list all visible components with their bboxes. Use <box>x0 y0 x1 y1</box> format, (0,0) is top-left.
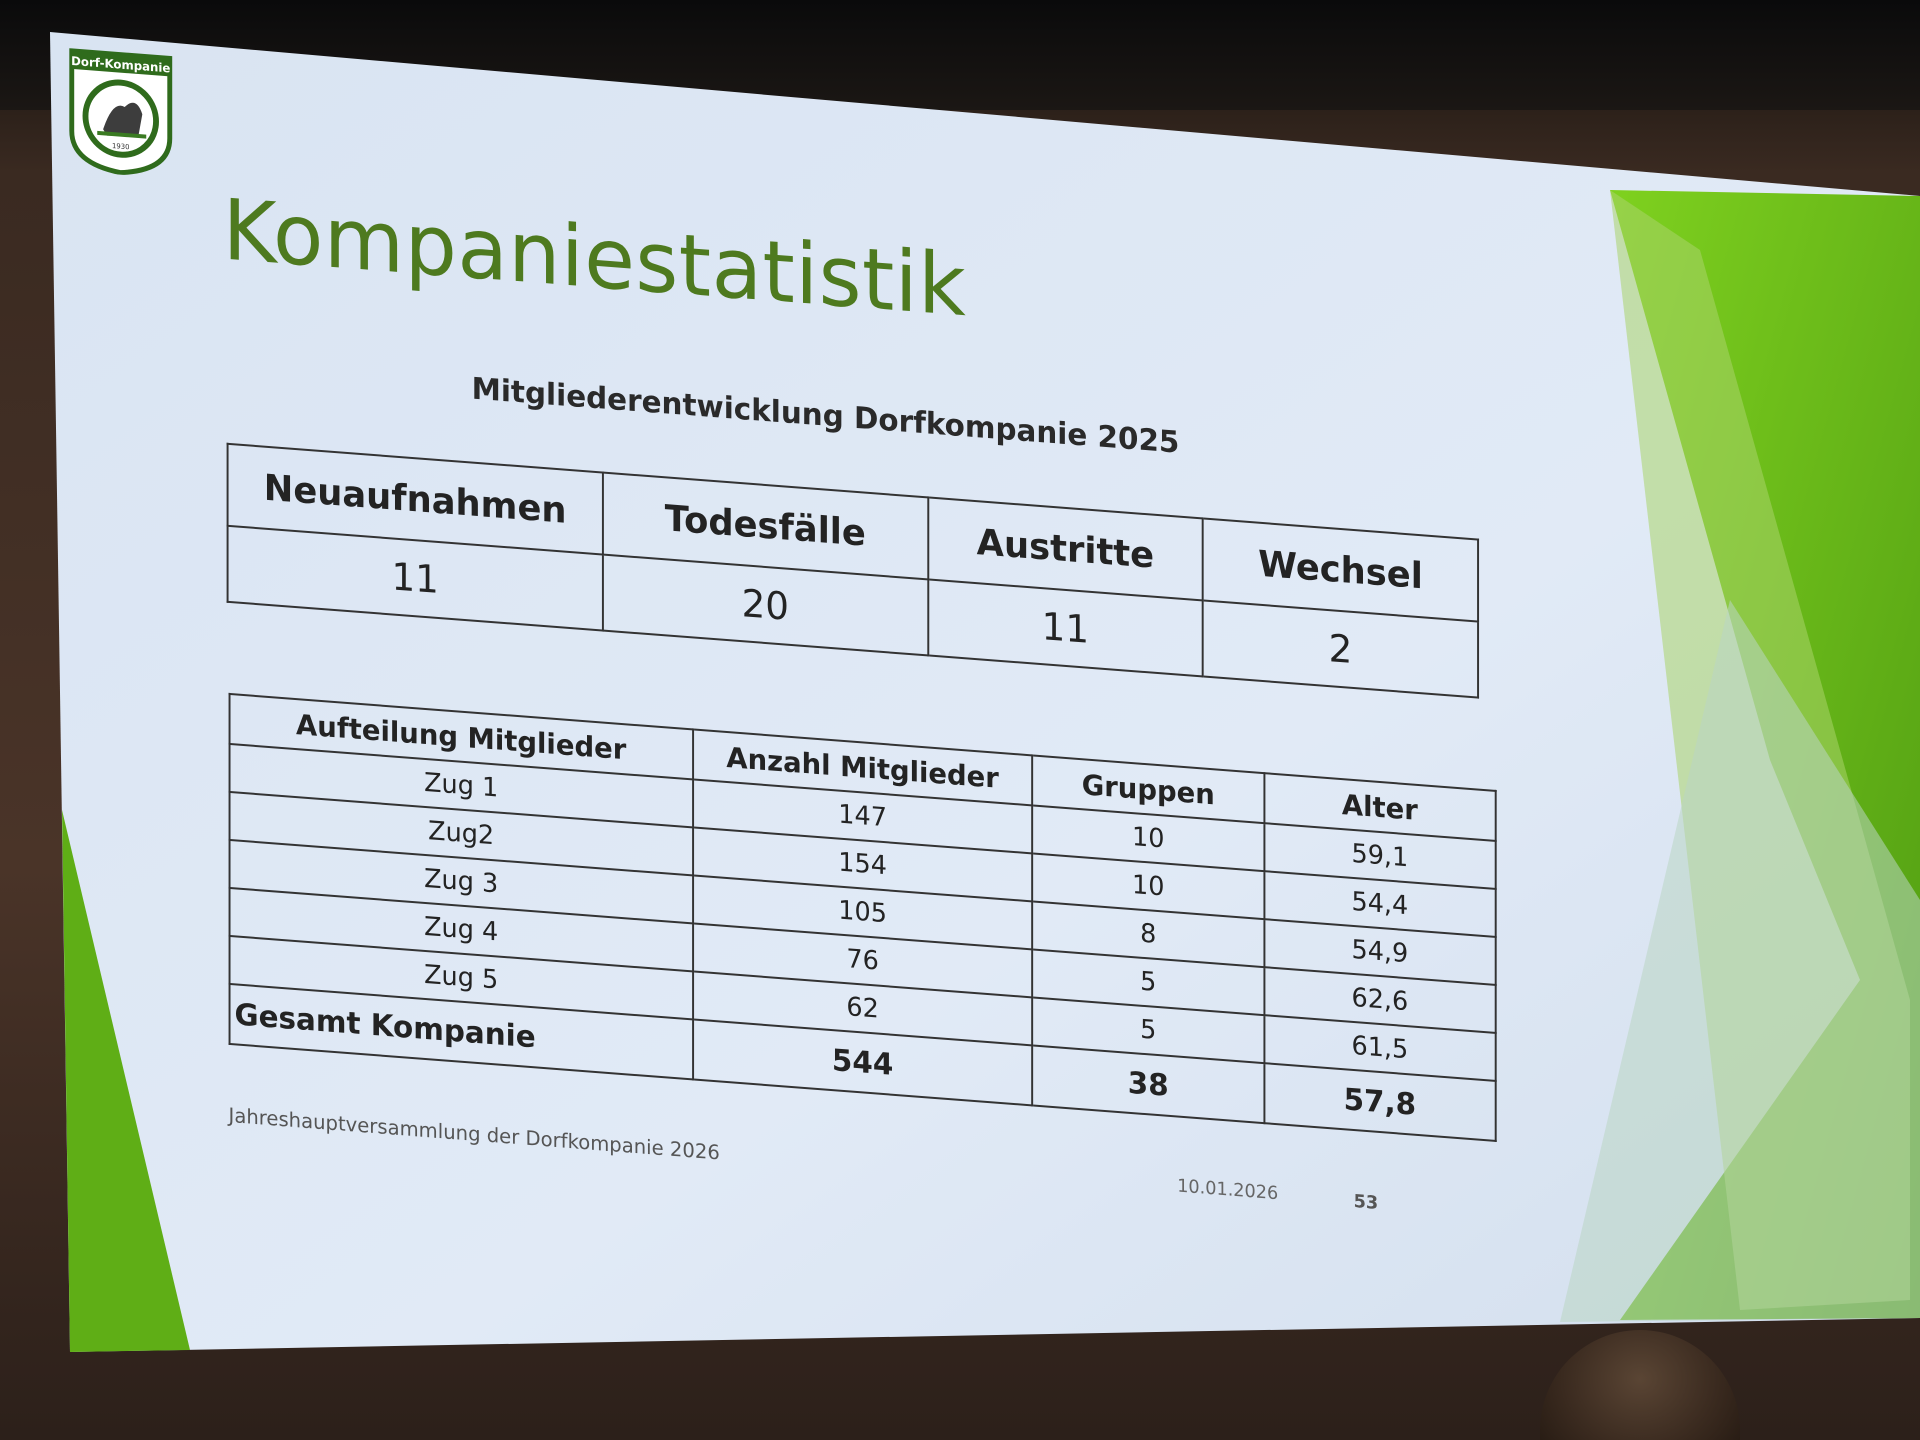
slide-title: Kompaniestatistik <box>222 180 967 336</box>
svg-text:Dorf-Kompanie: Dorf-Kompanie <box>71 53 171 76</box>
member-development-table <box>227 443 1479 699</box>
table-cell: 54,9 <box>1264 919 1496 985</box>
table-cell: 2 <box>1203 600 1478 697</box>
footer-event: Jahreshauptversammlung der Dorfkompanie 2026 <box>228 1102 720 1165</box>
table-cell: 105 <box>693 875 1033 949</box>
table-cell: 154 <box>693 827 1033 901</box>
table-cell: 147 <box>693 779 1033 853</box>
table-cell: 62,6 <box>1264 967 1496 1033</box>
table-cell: Zug 4 <box>230 888 693 971</box>
table-cell: 20 <box>603 555 928 656</box>
table-cell: 544 <box>693 1019 1033 1105</box>
member-distribution-table <box>229 693 1497 1142</box>
table-cell: Zug 1 <box>230 744 693 827</box>
table-cell: 38 <box>1032 1045 1264 1123</box>
column-header: Todesfälle <box>603 473 928 580</box>
table-cell: 8 <box>1032 901 1264 967</box>
footer-date: 10.01.2026 <box>1177 1175 1279 1205</box>
slide <box>60 40 1608 1409</box>
column-header: Wechsel <box>1203 518 1478 621</box>
table-cell: 11 <box>228 526 603 631</box>
table-cell: Zug2 <box>230 792 693 875</box>
table-cell: 57,8 <box>1264 1063 1496 1141</box>
company-logo <box>68 47 174 179</box>
table-cell: Zug 5 <box>230 936 693 1019</box>
footer-page-number: 53 <box>1353 1191 1379 1214</box>
table-cell: 11 <box>928 579 1203 676</box>
table-cell: 10 <box>1032 805 1264 871</box>
svg-text:1930: 1930 <box>112 141 130 152</box>
column-header: Anzahl Mitglieder <box>693 729 1033 805</box>
table-cell: 59,1 <box>1264 823 1496 889</box>
table-cell: Gesamt Kompanie <box>230 984 693 1079</box>
table-cell: 54,4 <box>1264 871 1496 937</box>
column-header: Alter <box>1264 773 1496 841</box>
table-cell: 76 <box>693 923 1033 997</box>
slide-subtitle: Mitgliederentwicklung Dorfkompanie 2025 <box>471 371 1180 461</box>
table-cell: Zug 3 <box>230 840 693 923</box>
table-cell: 5 <box>1032 997 1264 1063</box>
table-cell: 10 <box>1032 853 1264 919</box>
column-header: Gruppen <box>1032 755 1264 823</box>
column-header: Austritte <box>928 497 1203 600</box>
column-header: Neuaufnahmen <box>228 444 603 555</box>
table-cell: 62 <box>693 971 1033 1045</box>
table-cell: 61,5 <box>1264 1015 1496 1081</box>
column-header: Aufteilung Mitglieder <box>230 694 693 779</box>
table-cell: 5 <box>1032 949 1264 1015</box>
